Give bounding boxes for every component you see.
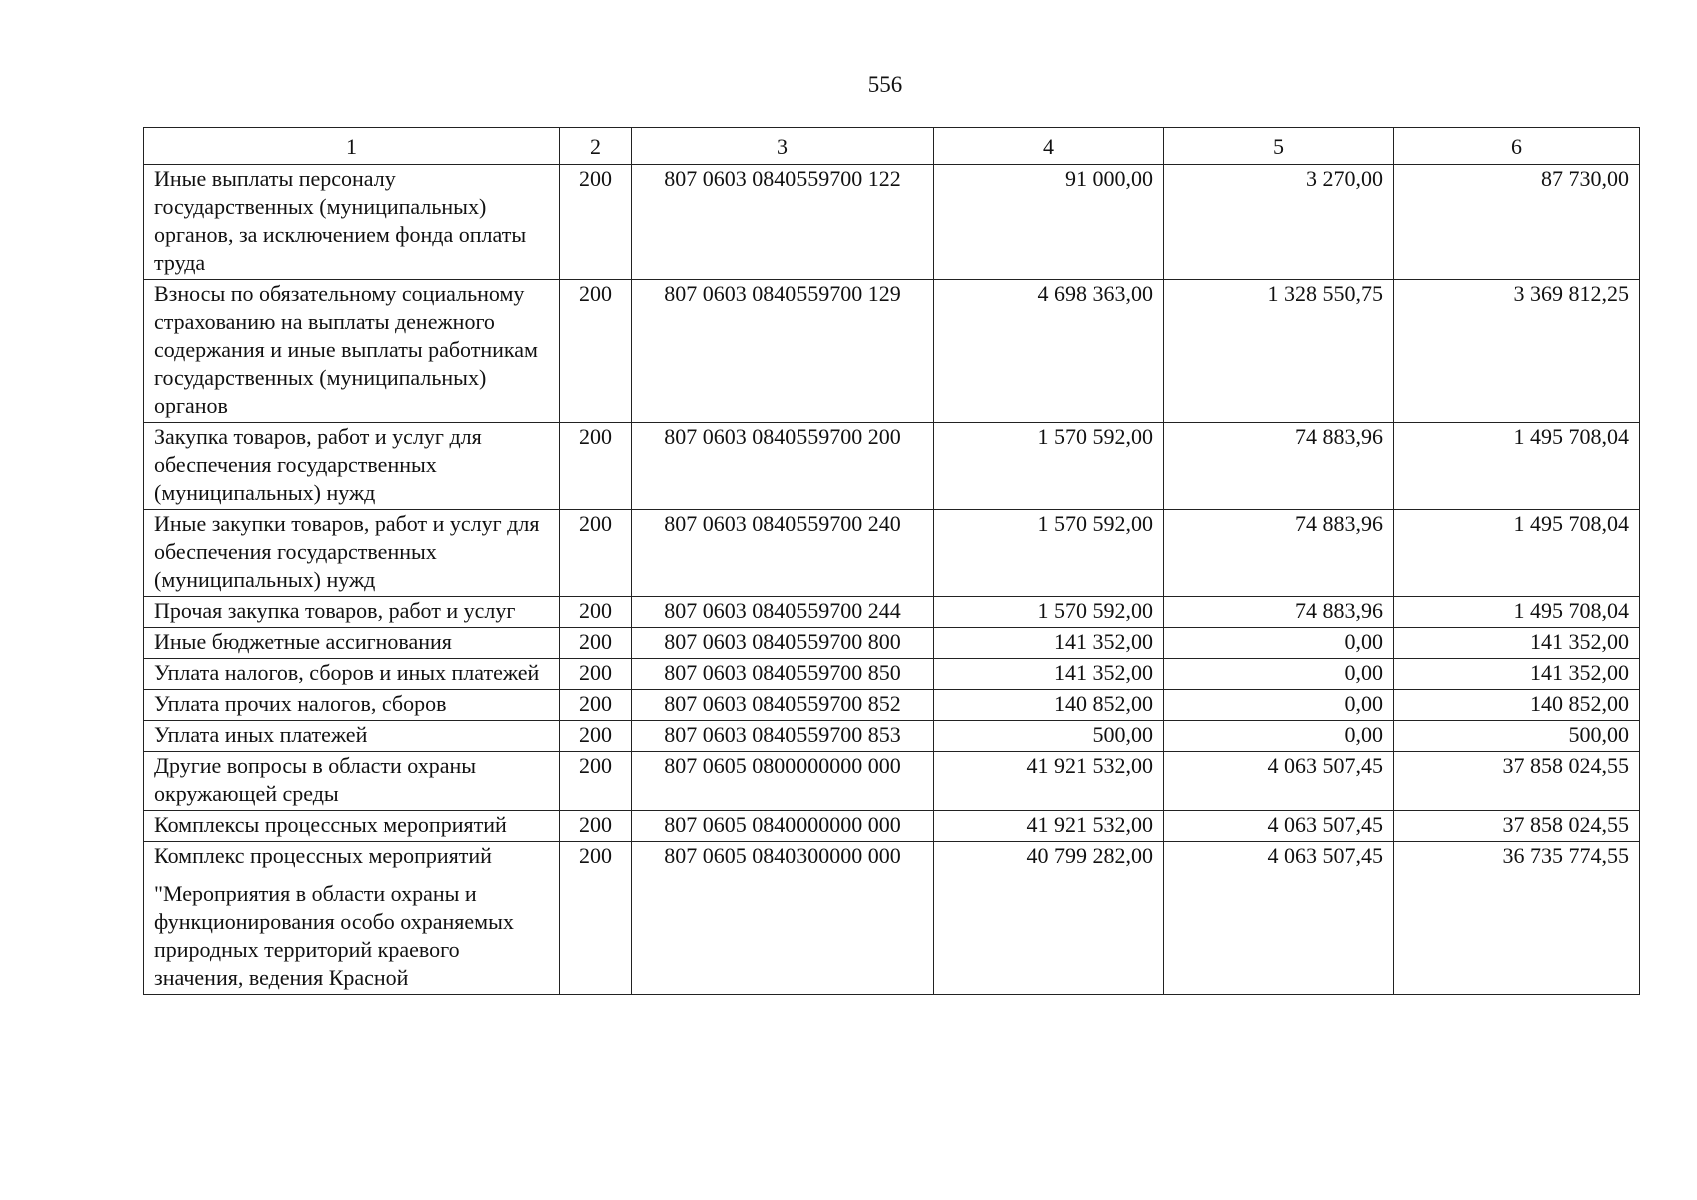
approved-amount-cell: 4 698 363,00 [934,280,1164,423]
row-name-cell [144,659,560,690]
budget-table [143,127,1640,995]
row-name-cell [144,690,560,721]
column-header-2: 2 [560,128,632,165]
row-name-text: Уплата прочих налогов, сборов [154,691,447,716]
approved-amount-cell: 500,00 [934,721,1164,752]
admin-code-cell: 200 [560,423,632,510]
classification-code-cell: 807 0603 0840559700 853 [632,721,934,752]
admin-code-cell: 200 [560,721,632,752]
table-row [144,510,1640,597]
row-name-cell [144,423,560,510]
remaining-amount-cell: 87 730,00 [1394,165,1640,280]
classification-code-cell: 807 0603 0840559700 850 [632,659,934,690]
row-name-cell [144,628,560,659]
row-name-cell [144,752,560,811]
row-name-text: Комплекс процессных мероприятий [154,843,492,868]
row-name-cell [144,510,560,597]
row-name-text: Иные закупки товаров, работ и услуг для обеспечения государственных (муниципальных) нужд [154,511,540,592]
remaining-amount-cell: 141 352,00 [1394,659,1640,690]
executed-amount-cell: 3 270,00 [1164,165,1394,280]
admin-code-cell: 200 [560,280,632,423]
row-name-text: Уплата налогов, сборов и иных платежей [154,660,540,685]
approved-amount-cell: 141 352,00 [934,659,1164,690]
classification-code-cell: 807 0603 0840559700 852 [632,690,934,721]
row-name-cell [144,597,560,628]
table-header [144,128,1640,165]
column-header-6: 6 [1394,128,1640,165]
classification-code-cell: 807 0605 0840000000 000 [632,811,934,842]
row-name-cell [144,280,560,423]
row-name-cell [144,165,560,280]
classification-code-cell: 807 0603 0840559700 240 [632,510,934,597]
approved-amount-cell: 41 921 532,00 [934,811,1164,842]
row-name-text: Комплексы процессных мероприятий [154,812,507,837]
classification-code-cell: 807 0603 0840559700 244 [632,597,934,628]
executed-amount-cell: 4 063 507,45 [1164,811,1394,842]
row-name-cell [144,842,560,995]
classification-code-cell: 807 0605 0800000000 000 [632,752,934,811]
remaining-amount-cell: 3 369 812,25 [1394,280,1640,423]
remaining-amount-cell: 141 352,00 [1394,628,1640,659]
approved-amount-cell: 91 000,00 [934,165,1164,280]
table-row [144,842,1640,995]
page-number: 556 [867,72,903,97]
approved-amount-cell: 1 570 592,00 [934,423,1164,510]
admin-code-cell: 200 [560,842,632,995]
executed-amount-cell: 4 063 507,45 [1164,842,1394,995]
classification-code-cell: 807 0603 0840559700 200 [632,423,934,510]
table-row [144,423,1640,510]
executed-amount-cell: 1 328 550,75 [1164,280,1394,423]
column-header-3: 3 [632,128,934,165]
approved-amount-cell: 141 352,00 [934,628,1164,659]
row-name-text: Иные выплаты персоналу государственных (муниципальных) органов, за исключением фонда оплаты труда [154,166,527,275]
table-row [144,628,1640,659]
remaining-amount-cell: 500,00 [1394,721,1640,752]
admin-code-cell: 200 [560,811,632,842]
executed-amount-cell: 0,00 [1164,628,1394,659]
admin-code-cell: 200 [560,510,632,597]
row-name-text: Прочая закупка товаров, работ и услуг [154,598,516,623]
approved-amount-cell: 41 921 532,00 [934,752,1164,811]
classification-code-cell: 807 0603 0840559700 122 [632,165,934,280]
admin-code-cell: 200 [560,165,632,280]
classification-code-cell: 807 0603 0840559700 800 [632,628,934,659]
row-name-text: Взносы по обязательному социальному страхованию на выплаты денежного содержания и иные выплаты работникам государственных (муниципальных) органов [154,281,538,418]
table-row [144,690,1640,721]
table-row [144,659,1640,690]
table-body [144,165,1640,995]
approved-amount-cell: 140 852,00 [934,690,1164,721]
row-name-cell [144,721,560,752]
classification-code-cell: 807 0603 0840559700 129 [632,280,934,423]
admin-code-cell: 200 [560,659,632,690]
header-row [144,128,1640,165]
executed-amount-cell: 0,00 [1164,721,1394,752]
remaining-amount-cell: 140 852,00 [1394,690,1640,721]
approved-amount-cell: 40 799 282,00 [934,842,1164,995]
table-row [144,280,1640,423]
executed-amount-cell: 74 883,96 [1164,423,1394,510]
column-header-1: 1 [144,128,560,165]
table-row [144,811,1640,842]
remaining-amount-cell: 36 735 774,55 [1394,842,1640,995]
remaining-amount-cell: 1 495 708,04 [1394,423,1640,510]
remaining-amount-cell: 37 858 024,55 [1394,752,1640,811]
row-name-text: "Мероприятия в области охраны и функционирования особо охраняемых природных территорий краевого значения, ведения Красной [154,881,514,990]
admin-code-cell: 200 [560,597,632,628]
admin-code-cell: 200 [560,752,632,811]
approved-amount-cell: 1 570 592,00 [934,597,1164,628]
executed-amount-cell: 74 883,96 [1164,597,1394,628]
table-row [144,165,1640,280]
table-row [144,752,1640,811]
remaining-amount-cell: 1 495 708,04 [1394,597,1640,628]
executed-amount-cell: 74 883,96 [1164,510,1394,597]
row-name-text: Уплата иных платежей [154,722,368,747]
approved-amount-cell: 1 570 592,00 [934,510,1164,597]
admin-code-cell: 200 [560,690,632,721]
column-header-4: 4 [934,128,1164,165]
table-row [144,597,1640,628]
executed-amount-cell: 0,00 [1164,659,1394,690]
remaining-amount-cell: 1 495 708,04 [1394,510,1640,597]
column-header-5: 5 [1164,128,1394,165]
row-name-text: Закупка товаров, работ и услуг для обеспечения государственных (муниципальных) нужд [154,424,482,505]
classification-code-cell: 807 0605 0840300000 000 [632,842,934,995]
row-name-cell [144,811,560,842]
remaining-amount-cell: 37 858 024,55 [1394,811,1640,842]
executed-amount-cell: 4 063 507,45 [1164,752,1394,811]
row-name-text: Другие вопросы в области охраны окружающей среды [154,753,477,806]
row-name-text: Иные бюджетные ассигнования [154,629,452,654]
admin-code-cell: 200 [560,628,632,659]
executed-amount-cell: 0,00 [1164,690,1394,721]
table-row [144,721,1640,752]
